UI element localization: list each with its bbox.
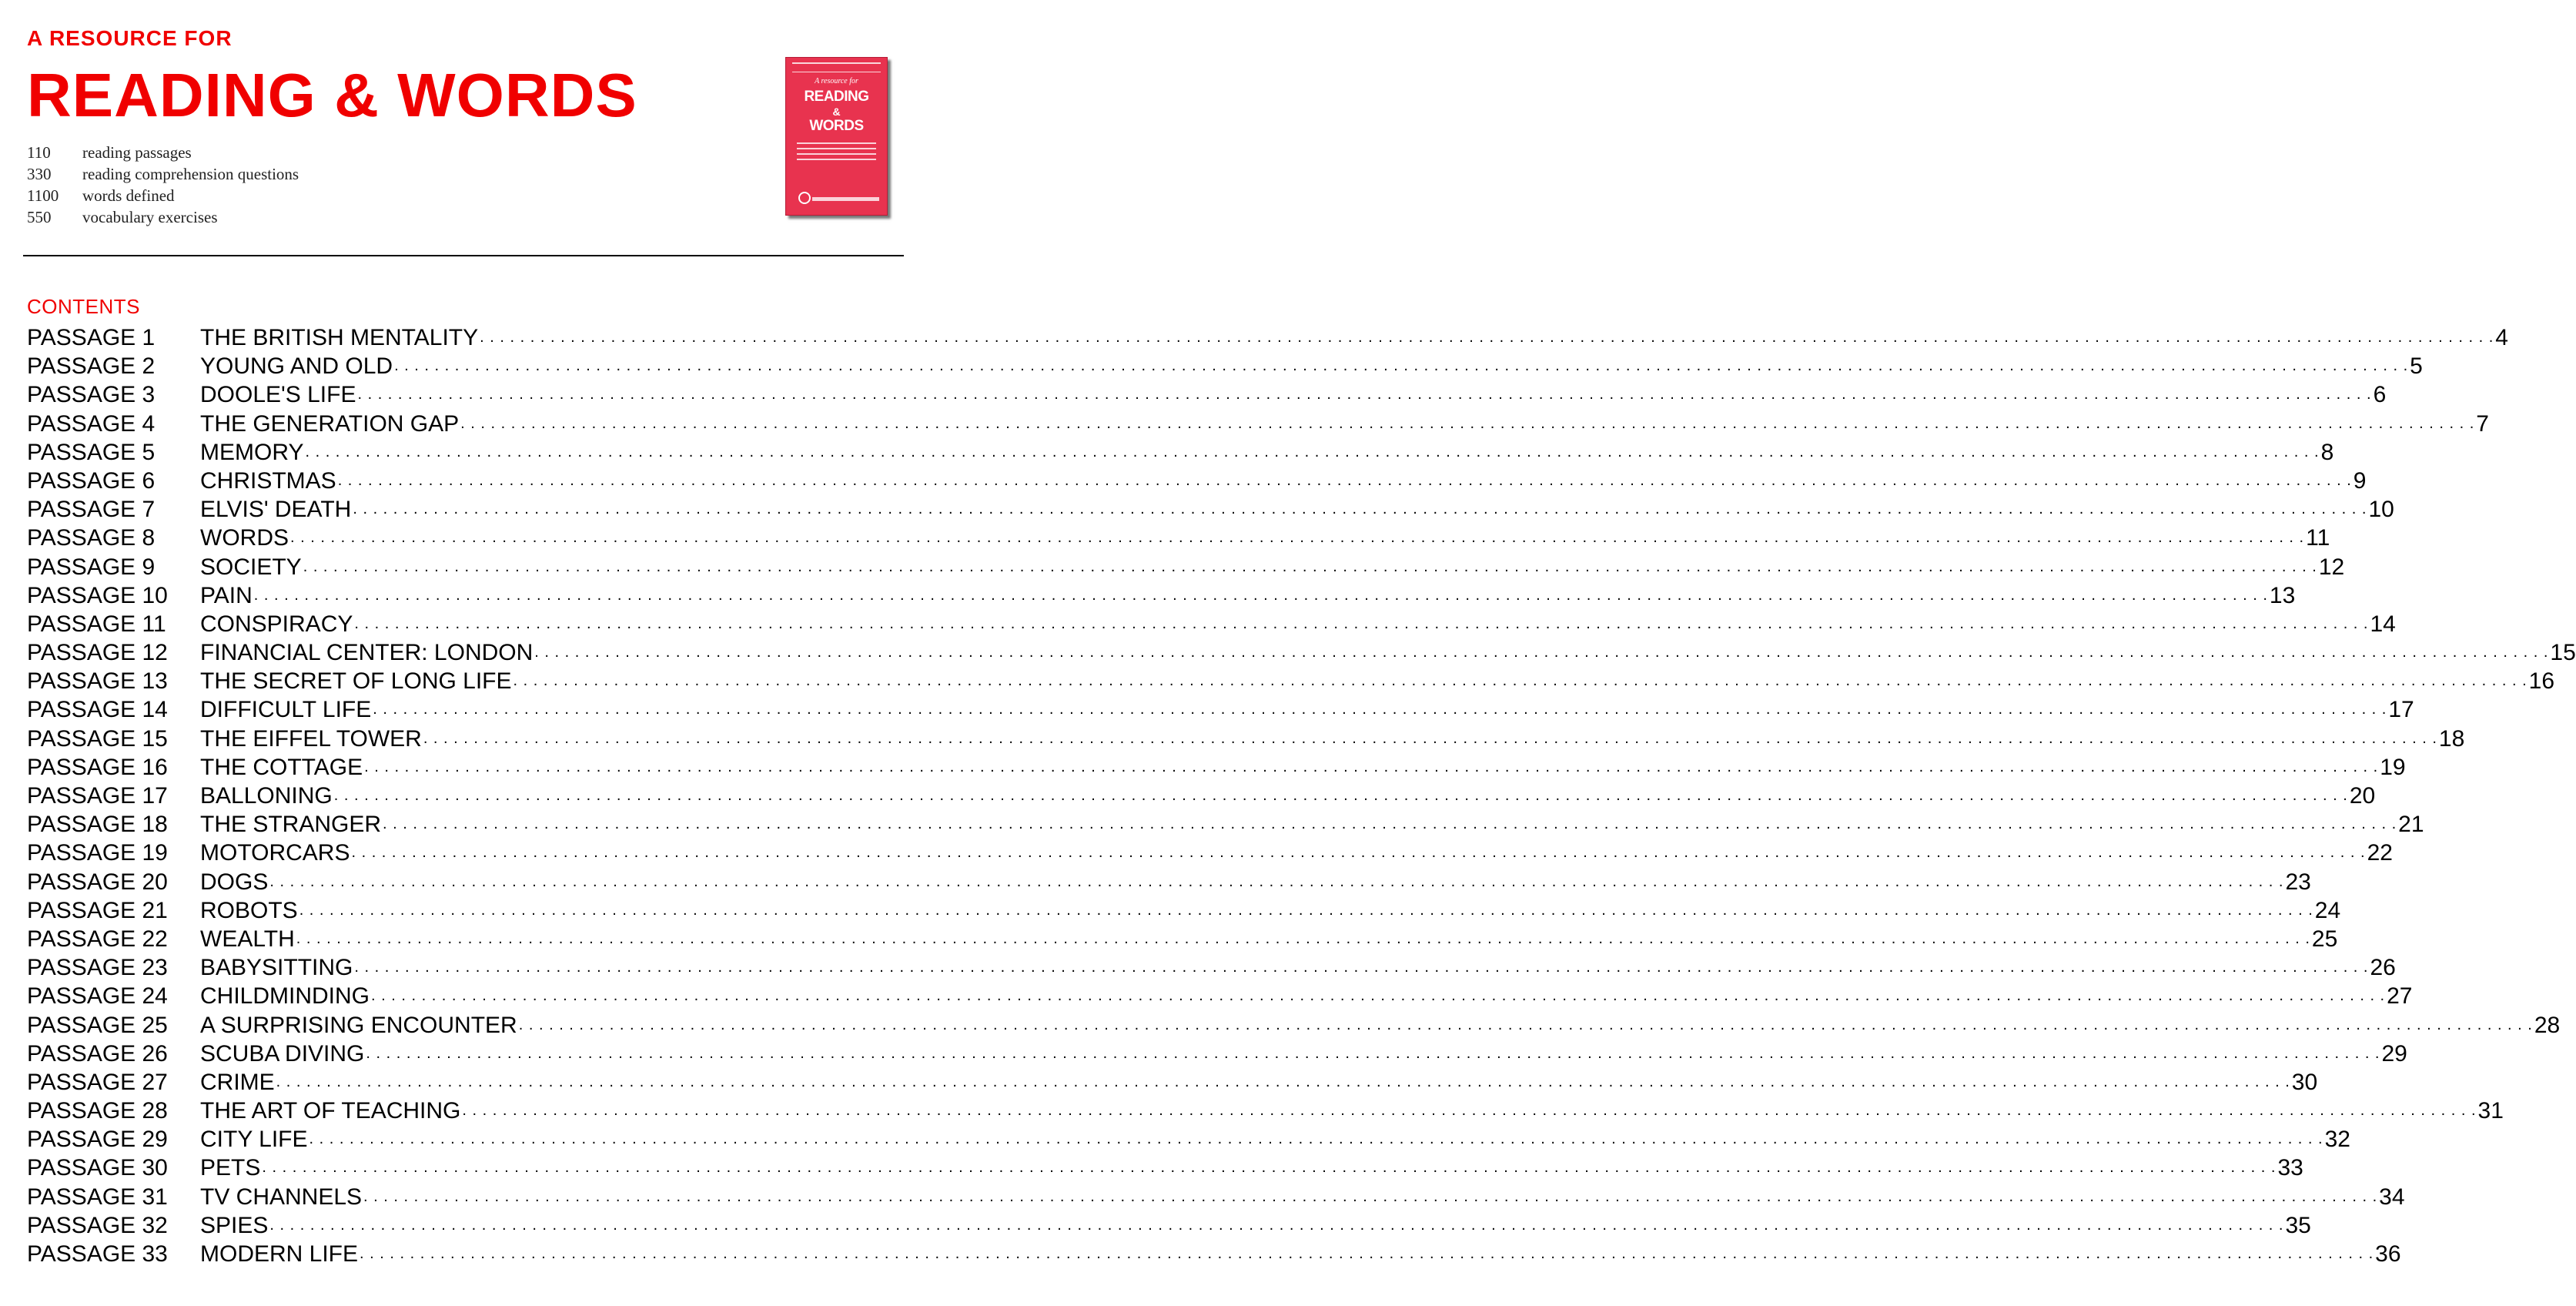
cover-title-amp: & <box>832 105 841 118</box>
toc-passage-title: CHRISTMAS <box>200 467 336 494</box>
cover-text-lines <box>797 142 876 160</box>
stat-label: vocabulary exercises <box>82 208 218 226</box>
toc-dot-leader: . . . . . . . . . . . . . . . . . . . . . . . . . . . . . . . . . . . . . . . . . . . . . . . . . . . . . . . . . . . . . . . . . . . . . . . . . . . . . . . . . . . . . . . . . . . . . . . . . . . . . . . . . . . . . . . . . . . . . . . . . . . . . . . . . . . . . . . . . . . . . . . . . . . . . . . . . . . . . . . . . . . . . . . . . . . . . . . . . . . . . . . . . . . . . . . . . . . . . . . . <box>305 443 2320 460</box>
toc-row[interactable] <box>27 925 2338 953</box>
stat-row <box>27 185 299 206</box>
toc-page-number: 35 <box>2285 1212 2311 1238</box>
toc-dot-leader: . . . . . . . . . . . . . . . . . . . . . . . . . . . . . . . . . . . . . . . . . . . . . . . . . . . . . . . . . . . . . . . . . . . . . . . . . . . . . . . . . . . . . . . . . . . . . . . . . . . . . . . . . . . . . . . . . . . . . . . . . . . . . . . . . . . . . . . . . . . . . . . . . . . . . . . . . . . . . . . . . . . . . . . . . . . . . . . . . . . . . . . . . . . . . . . . . . . . . . . . <box>296 929 2310 947</box>
toc-passage-title: BALLONING <box>200 783 333 809</box>
toc-passage-label: PASSAGE 20 <box>27 869 168 895</box>
toc-passage-title: MOTORCARS <box>200 840 350 866</box>
stat-label: reading passages <box>82 143 192 162</box>
stat-number: 110 <box>27 143 51 162</box>
toc-passage-title: DOOLE'S LIFE <box>200 382 356 408</box>
toc-passage-title: A SURPRISING ENCOUNTER <box>200 1012 517 1038</box>
toc-page-number: 17 <box>2388 697 2414 723</box>
toc-passage-label: PASSAGE 2 <box>27 353 156 380</box>
toc-dot-leader: . . . . . . . . . . . . . . . . . . . . . . . . . . . . . . . . . . . . . . . . . . . . . . . . . . . . . . . . . . . . . . . . . . . . . . . . . . . . . . . . . . . . . . . . . . . . . . . . . . . . . . . . . . . . . . . . . . . . . . . . . . . . . . . . . . . . . . . . . . . . . . . . . . . . . . . . . . . . . . . . . . . . . . . . . . . . . . . . . . . . . . . . . . . . . . . . . . . . . . . . <box>354 614 2369 632</box>
toc-passage-label: PASSAGE 29 <box>27 1127 168 1153</box>
kicker-text: A RESOURCE FOR <box>27 26 233 50</box>
toc-row[interactable] <box>27 782 2376 810</box>
toc-dot-leader: . . . . . . . . . . . . . . . . . . . . . . . . . . . . . . . . . . . . . . . . . . . . . . . . . . . . . . . . . . . . . . . . . . . . . . . . . . . . . . . . . . . . . . . . . . . . . . . . . . . . . . . . . . . . . . . . . . . . . . . . . . . . . . . . . . . . . . . . . . . . . . . . . . . . . . . . . . . . . . . . . . . . . . . . . . . . . . . . . . . . . . . . . . . . . . . . . . . . . . . . <box>363 1187 2378 1205</box>
book-cover-image <box>785 57 888 216</box>
stat-label: reading comprehension questions <box>82 165 299 183</box>
toc-passage-title: DOGS <box>200 869 269 895</box>
toc-passage-title: WORDS <box>200 525 289 551</box>
cover-title-line1: READING <box>804 89 869 105</box>
toc-passage-label: PASSAGE 6 <box>27 467 156 494</box>
toc-dot-leader: . . . . . . . . . . . . . . . . . . . . . . . . . . . . . . . . . . . . . . . . . . . . . . . . . . . . . . . . . . . . . . . . . . . . . . . . . . . . . . . . . . . . . . . . . . . . . . . . . . . . . . . . . . . . . . . . . . . . . . . . . . . . . . . . . . . . . . . . . . . . . . . . . . . . . . . . . . . . . . . . . . . . . . . . . . . . . . . . . . . . . . . . . . . . . . . . . . . . . . . . <box>262 1159 2277 1177</box>
toc-row[interactable] <box>27 839 2393 867</box>
toc-passage-title: PETS <box>200 1155 261 1181</box>
toc-dot-leader: . . . . . . . . . . . . . . . . . . . . . . . . . . . . . . . . . . . . . . . . . . . . . . . . . . . . . . . . . . . . . . . . . . . . . . . . . . . . . . . . . . . . . . . . . . . . . . . . . . . . . . . . . . . . . . . . . . . . . . . . . . . . . . . . . . . . . . . . . . . . . . . . . . . . . . . . . . . . . . . . . . . . . . . . . . . . . . . . . . . . . . . . . . . . . . . . . . . . . . . . <box>480 329 2494 346</box>
toc-passage-title: WEALTH <box>200 926 295 952</box>
toc-passage-label: PASSAGE 26 <box>27 1040 168 1067</box>
cover-subtitle: A resource for <box>815 77 858 85</box>
toc-dot-leader: . . . . . . . . . . . . . . . . . . . . . . . . . . . . . . . . . . . . . . . . . . . . . . . . . . . . . . . . . . . . . . . . . . . . . . . . . . . . . . . . . . . . . . . . . . . . . . . . . . . . . . . . . . . . . . . . . . . . . . . . . . . . . . . . . . . . . . . . . . . . . . . . . . . . . . . . . . . . . . . . . . . . . . . . . . . . . . . . . . . . . . . . . . . . . . . . . . . . . . . . <box>309 1130 2323 1148</box>
toc-passage-label: PASSAGE 25 <box>27 1012 168 1038</box>
toc-passage-label: PASSAGE 23 <box>27 955 168 981</box>
contents-heading: CONTENTS <box>27 295 140 318</box>
toc-dot-leader: . . . . . . . . . . . . . . . . . . . . . . . . . . . . . . . . . . . . . . . . . . . . . . . . . . . . . . . . . . . . . . . . . . . . . . . . . . . . . . . . . . . . . . . . . . . . . . . . . . . . . . . . . . . . . . . . . . . . . . . . . . . . . . . . . . . . . . . . . . . . . . . . . . . . . . . . . . . . . . . . . . . . . . . . . . . . . . . . . . . . . . . . . . . . . . . . . . . . . . . . <box>299 901 2313 919</box>
toc-passage-label: PASSAGE 19 <box>27 840 168 866</box>
toc-page-number: 20 <box>2349 783 2376 809</box>
toc-row[interactable] <box>27 868 2311 896</box>
toc-page-number: 36 <box>2375 1241 2401 1267</box>
toc-passage-label: PASSAGE 12 <box>27 640 168 666</box>
toc-page-number: 28 <box>2534 1012 2561 1038</box>
toc-passage-label: PASSAGE 17 <box>27 783 168 809</box>
toc-page-number: 7 <box>2476 410 2489 437</box>
toc-passage-title: THE EIFFEL TOWER <box>200 725 422 752</box>
toc-passage-title: MEMORY <box>200 439 304 465</box>
stat-number: 550 <box>27 208 52 226</box>
toc-passage-title: THE SECRET OF LONG LIFE <box>200 668 512 695</box>
toc-page-number: 32 <box>2324 1127 2350 1153</box>
toc-passage-title: SOCIETY <box>200 554 302 580</box>
toc-passage-title: SPIES <box>200 1212 269 1238</box>
toc-passage-title: BABYSITTING <box>200 955 353 981</box>
toc-dot-leader: . . . . . . . . . . . . . . . . . . . . . . . . . . . . . . . . . . . . . . . . . . . . . . . . . . . . . . . . . . . . . . . . . . . . . . . . . . . . . . . . . . . . . . . . . . . . . . . . . . . . . . . . . . . . . . . . . . . . . . . . . . . . . . . . . . . . . . . . . . . . . . . . . . . . . . . . . . . . . . . . . . . . . . . . . . . . . . . . . . . . . . . . . . . . . . . . . . . . . . . . <box>269 1216 2284 1234</box>
page-title: READING & WORDS <box>27 61 637 129</box>
toc-row[interactable] <box>27 982 2413 1010</box>
toc-dot-leader: . . . . . . . . . . . . . . . . . . . . . . . . . . . . . . . . . . . . . . . . . . . . . . . . . . . . . . . . . . . . . . . . . . . . . . . . . . . . . . . . . . . . . . . . . . . . . . . . . . . . . . . . . . . . . . . . . . . . . . . . . . . . . . . . . . . . . . . . . . . . . . . . . . . . . . . . . . . . . . . . . . . . . . . . . . . . . . . . . . . . . . . . . . . . . . . . . . . . . . . . <box>373 701 2387 718</box>
toc-page-number: 27 <box>2387 983 2413 1010</box>
toc-passage-label: PASSAGE 27 <box>27 1069 168 1095</box>
toc-passage-title: CHILDMINDING <box>200 983 370 1010</box>
cover-footer-bar <box>812 197 879 201</box>
toc-row[interactable] <box>27 810 2424 839</box>
toc-page-number: 5 <box>2410 353 2423 380</box>
toc-row[interactable] <box>27 495 2394 524</box>
toc-passage-label: PASSAGE 11 <box>27 611 166 637</box>
toc-dot-leader: . . . . . . . . . . . . . . . . . . . . . . . . . . . . . . . . . . . . . . . . . . . . . . . . . . . . . . . . . . . . . . . . . . . . . . . . . . . . . . . . . . . . . . . . . . . . . . . . . . . . . . . . . . . . . . . . . . . . . . . . . . . . . . . . . . . . . . . . . . . . . . . . . . . . . . . . . . . . . . . . . . . . . . . . . . . . . . . . . . . . . . . . . . . . . . . . . . . . . . . . <box>371 987 2386 1005</box>
toc-passage-title: PAIN <box>200 582 253 608</box>
toc-row[interactable] <box>27 1068 2318 1097</box>
toc-page-number: 24 <box>2314 897 2341 923</box>
toc-passage-title: THE BRITISH MENTALITY <box>200 325 479 350</box>
toc-page-number: 26 <box>2370 955 2396 981</box>
toc-page-number: 33 <box>2277 1155 2303 1181</box>
toc-passage-label: PASSAGE 16 <box>27 754 168 780</box>
toc-row[interactable] <box>27 1125 2350 1154</box>
toc-passage-title: DIFFICULT LIFE <box>200 697 372 723</box>
toc-passage-label: PASSAGE 32 <box>27 1212 168 1238</box>
toc-passage-title: TV CHANNELS <box>200 1184 363 1210</box>
toc-page-number: 21 <box>2398 812 2424 838</box>
toc-row[interactable] <box>27 1183 2405 1211</box>
toc-passage-title: THE COTTAGE <box>200 754 363 780</box>
toc-row[interactable] <box>27 1040 2407 1068</box>
toc-passage-label: PASSAGE 14 <box>27 697 168 723</box>
divider <box>23 255 904 256</box>
toc-dot-leader: . . . . . . . . . . . . . . . . . . . . . . . . . . . . . . . . . . . . . . . . . . . . . . . . . . . . . . . . . . . . . . . . . . . . . . . . . . . . . . . . . . . . . . . . . . . . . . . . . . . . . . . . . . . . . . . . . . . . . . . . . . . . . . . . . . . . . . . . . . . . . . . . . . . . . . . . . . . . . . . . . . . . . . . . . . . . . . . . . . . . . . . . . . . . . . . . . . . . . . . . <box>460 414 2475 432</box>
toc-dot-leader: . . . . . . . . . . . . . . . . . . . . . . . . . . . . . . . . . . . . . . . . . . . . . . . . . . . . . . . . . . . . . . . . . . . . . . . . . . . . . . . . . . . . . . . . . . . . . . . . . . . . . . . . . . . . . . . . . . . . . . . . . . . . . . . . . . . . . . . . . . . . . . . . . . . . . . . . . . . . . . . . . . . . . . . . . . . . . . . . . . . . . . . . . . . . . . . . . . . . . . . . <box>337 471 2352 489</box>
toc-page-number: 15 <box>2550 640 2576 666</box>
toc-passage-label: PASSAGE 31 <box>27 1184 168 1210</box>
cover-header-lines <box>792 62 881 72</box>
toc-dot-leader: . . . . . . . . . . . . . . . . . . . . . . . . . . . . . . . . . . . . . . . . . . . . . . . . . . . . . . . . . . . . . . . . . . . . . . . . . . . . . . . . . . . . . . . . . . . . . . . . . . . . . . . . . . . . . . . . . . . . . . . . . . . . . . . . . . . . . . . . . . . . . . . . . . . . . . . . . . . . . . . . . . . . . . . . . . . . . . . . . . . . . . . . . . . . . . . . . . . . . . . . <box>366 1044 2380 1062</box>
toc-dot-leader: . . . . . . . . . . . . . . . . . . . . . . . . . . . . . . . . . . . . . . . . . . . . . . . . . . . . . . . . . . . . . . . . . . . . . . . . . . . . . . . . . . . . . . . . . . . . . . . . . . . . . . . . . . . . . . . . . . . . . . . . . . . . . . . . . . . . . . . . . . . . . . . . . . . . . . . . . . . . . . . . . . . . . . . . . . . . . . . . . . . . . . . . . . . . . . . . . . . . . . . . <box>269 872 2284 890</box>
toc-passage-label: PASSAGE 30 <box>27 1155 168 1181</box>
toc-dot-leader: . . . . . . . . . . . . . . . . . . . . . . . . . . . . . . . . . . . . . . . . . . . . . . . . . . . . . . . . . . . . . . . . . . . . . . . . . . . . . . . . . . . . . . . . . . . . . . . . . . . . . . . . . . . . . . . . . . . . . . . . . . . . . . . . . . . . . . . . . . . . . . . . . . . . . . . . . . . . . . . . . . . . . . . . . . . . . . . . . . . . . . . . . . . . . . . . . . . . . . . . <box>353 501 2367 518</box>
toc-page-number: 10 <box>2368 497 2394 523</box>
toc-passage-title: MODERN LIFE <box>200 1241 359 1267</box>
toc-dot-leader: . . . . . . . . . . . . . . . . . . . . . . . . . . . . . . . . . . . . . . . . . . . . . . . . . . . . . . . . . . . . . . . . . . . . . . . . . . . . . . . . . . . . . . . . . . . . . . . . . . . . . . . . . . . . . . . . . . . . . . . . . . . . . . . . . . . . . . . . . . . . . . . . . . . . . . . . . . . . . . . . . . . . . . . . . . . . . . . . . . . . . . . . . . . . . . . . . . . . . . . . <box>333 787 2348 804</box>
toc-passage-title: ELVIS' DEATH <box>200 497 352 523</box>
toc-passage-title: CITY LIFE <box>200 1127 308 1153</box>
toc-passage-title: CONSPIRACY <box>200 611 353 637</box>
toc-page-number: 23 <box>2285 869 2311 895</box>
toc-page-number: 31 <box>2477 1098 2504 1124</box>
toc-passage-label: PASSAGE 13 <box>27 668 168 695</box>
toc-dot-leader: . . . . . . . . . . . . . . . . . . . . . . . . . . . . . . . . . . . . . . . . . . . . . . . . . . . . . . . . . . . . . . . . . . . . . . . . . . . . . . . . . . . . . . . . . . . . . . . . . . . . . . . . . . . . . . . . . . . . . . . . . . . . . . . . . . . . . . . . . . . . . . . . . . . . . . . . . . . . . . . . . . . . . . . . . . . . . . . . . . . . . . . . . . . . . . . . . . . . . . . . <box>357 386 2372 404</box>
toc-passage-label: PASSAGE 9 <box>27 554 156 580</box>
toc-passage-label: PASSAGE 15 <box>27 725 168 752</box>
toc-passage-label: PASSAGE 28 <box>27 1098 168 1124</box>
cover-title-line2: WORDS <box>809 118 864 134</box>
stats-list <box>27 142 299 228</box>
toc-page-number: 8 <box>2320 439 2334 465</box>
toc-row[interactable] <box>27 524 2330 552</box>
toc-page-number: 9 <box>2353 467 2367 494</box>
toc-passage-title: THE ART OF TEACHING <box>200 1098 461 1124</box>
toc-dot-leader: . . . . . . . . . . . . . . . . . . . . . . . . . . . . . . . . . . . . . . . . . . . . . . . . . . . . . . . . . . . . . . . . . . . . . . . . . . . . . . . . . . . . . . . . . . . . . . . . . . . . . . . . . . . . . . . . . . . . . . . . . . . . . . . . . . . . . . . . . . . . . . . . . . . . . . . . . . . . . . . . . . . . . . . . . . . . . . . . . . . . . . . . . . . . . . . . . . . . . . . . <box>394 357 2409 375</box>
toc-page-number: 11 <box>2306 525 2330 551</box>
stat-row <box>27 163 299 185</box>
toc-dot-leader: . . . . . . . . . . . . . . . . . . . . . . . . . . . . . . . . . . . . . . . . . . . . . . . . . . . . . . . . . . . . . . . . . . . . . . . . . . . . . . . . . . . . . . . . . . . . . . . . . . . . . . . . . . . . . . . . . . . . . . . . . . . . . . . . . . . . . . . . . . . . . . . . . . . . . . . . . . . . . . . . . . . . . . . . . . . . . . . . . . . . . . . . . . . . . . . . . . . . . . . . <box>303 558 2317 575</box>
toc-dot-leader: . . . . . . . . . . . . . . . . . . . . . . . . . . . . . . . . . . . . . . . . . . . . . . . . . . . . . . . . . . . . . . . . . . . . . . . . . . . . . . . . . . . . . . . . . . . . . . . . . . . . . . . . . . . . . . . . . . . . . . . . . . . . . . . . . . . . . . . . . . . . . . . . . . . . . . . . . . . . . . . . . . . . . . . . . . . . . . . . . . . . . . . . . . . . . . . . . . . . . . . . <box>518 1016 2533 1033</box>
toc-passage-label: PASSAGE 3 <box>27 382 156 408</box>
toc-row[interactable] <box>27 1097 2504 1125</box>
toc-row[interactable] <box>27 725 2465 753</box>
toc-row[interactable] <box>27 1240 2401 1268</box>
toc-dot-leader: . . . . . . . . . . . . . . . . . . . . . . . . . . . . . . . . . . . . . . . . . . . . . . . . . . . . . . . . . . . . . . . . . . . . . . . . . . . . . . . . . . . . . . . . . . . . . . . . . . . . . . . . . . . . . . . . . . . . . . . . . . . . . . . . . . . . . . . . . . . . . . . . . . . . . . . . . . . . . . . . . . . . . . . . . . . . . . . . . . . . . . . . . . . . . . . . . . . . . . . . <box>364 758 2379 775</box>
toc-row[interactable] <box>27 667 2555 695</box>
toc-dot-leader: . . . . . . . . . . . . . . . . . . . . . . . . . . . . . . . . . . . . . . . . . . . . . . . . . . . . . . . . . . . . . . . . . . . . . . . . . . . . . . . . . . . . . . . . . . . . . . . . . . . . . . . . . . . . . . . . . . . . . . . . . . . . . . . . . . . . . . . . . . . . . . . . . . . . . . . . . . . . . . . . . . . . . . . . . . . . . . . . . . . . . . . . . . . . . . . . . . . . . . . . <box>360 1245 2374 1262</box>
toc-dot-leader: . . . . . . . . . . . . . . . . . . . . . . . . . . . . . . . . . . . . . . . . . . . . . . . . . . . . . . . . . . . . . . . . . . . . . . . . . . . . . . . . . . . . . . . . . . . . . . . . . . . . . . . . . . . . . . . . . . . . . . . . . . . . . . . . . . . . . . . . . . . . . . . . . . . . . . . . . . . . . . . . . . . . . . . . . . . . . . . . . . . . . . . . . . . . . . . . . . . . . . . . <box>383 815 2397 833</box>
table-of-contents <box>27 323 2576 1268</box>
toc-page-number: 29 <box>2381 1040 2407 1067</box>
toc-dot-leader: . . . . . . . . . . . . . . . . . . . . . . . . . . . . . . . . . . . . . . . . . . . . . . . . . . . . . . . . . . . . . . . . . . . . . . . . . . . . . . . . . . . . . . . . . . . . . . . . . . . . . . . . . . . . . . . . . . . . . . . . . . . . . . . . . . . . . . . . . . . . . . . . . . . . . . . . . . . . . . . . . . . . . . . . . . . . . . . . . . . . . . . . . . . . . . . . . . . . . . . . <box>534 644 2549 661</box>
toc-passage-label: PASSAGE 7 <box>27 497 156 523</box>
toc-row[interactable] <box>27 896 2341 925</box>
toc-row[interactable] <box>27 352 2423 380</box>
toc-passage-title: FINANCIAL CENTER: LONDON <box>200 640 534 666</box>
toc-page-number: 30 <box>2291 1069 2318 1095</box>
toc-row[interactable] <box>27 1011 2561 1040</box>
toc-row[interactable] <box>27 610 2396 638</box>
toc-page-number: 6 <box>2373 382 2387 408</box>
toc-passage-label: PASSAGE 10 <box>27 582 168 608</box>
toc-passage-label: PASSAGE 33 <box>27 1241 168 1267</box>
toc-dot-leader: . . . . . . . . . . . . . . . . . . . . . . . . . . . . . . . . . . . . . . . . . . . . . . . . . . . . . . . . . . . . . . . . . . . . . . . . . . . . . . . . . . . . . . . . . . . . . . . . . . . . . . . . . . . . . . . . . . . . . . . . . . . . . . . . . . . . . . . . . . . . . . . . . . . . . . . . . . . . . . . . . . . . . . . . . . . . . . . . . . . . . . . . . . . . . . . . . . . . . . . . <box>276 1073 2290 1090</box>
toc-row[interactable] <box>27 638 2576 667</box>
toc-passage-title: THE STRANGER <box>200 812 382 838</box>
toc-dot-leader: . . . . . . . . . . . . . . . . . . . . . . . . . . . . . . . . . . . . . . . . . . . . . . . . . . . . . . . . . . . . . . . . . . . . . . . . . . . . . . . . . . . . . . . . . . . . . . . . . . . . . . . . . . . . . . . . . . . . . . . . . . . . . . . . . . . . . . . . . . . . . . . . . . . . . . . . . . . . . . . . . . . . . . . . . . . . . . . . . . . . . . . . . . . . . . . . . . . . . . . . <box>253 586 2268 604</box>
toc-row[interactable] <box>27 953 2396 982</box>
toc-row[interactable] <box>27 1154 2303 1182</box>
toc-page-number: 13 <box>2269 582 2296 608</box>
toc-passage-title: SCUBA DIVING <box>200 1040 365 1067</box>
toc-passage-label: PASSAGE 24 <box>27 983 168 1010</box>
stat-number: 330 <box>27 165 52 183</box>
toc-page-number: 22 <box>2367 840 2393 866</box>
toc-passage-label: PASSAGE 5 <box>27 439 156 465</box>
toc-row[interactable] <box>27 1211 2311 1240</box>
toc-row[interactable] <box>27 380 2387 409</box>
stat-row <box>27 206 299 228</box>
toc-passage-label: PASSAGE 18 <box>27 812 168 838</box>
toc-page-number: 34 <box>2379 1184 2405 1210</box>
toc-dot-leader: . . . . . . . . . . . . . . . . . . . . . . . . . . . . . . . . . . . . . . . . . . . . . . . . . . . . . . . . . . . . . . . . . . . . . . . . . . . . . . . . . . . . . . . . . . . . . . . . . . . . . . . . . . . . . . . . . . . . . . . . . . . . . . . . . . . . . . . . . . . . . . . . . . . . . . . . . . . . . . . . . . . . . . . . . . . . . . . . . . . . . . . . . . . . . . . . . . . . . . . . <box>351 844 2366 862</box>
toc-passage-label: PASSAGE 21 <box>27 897 168 923</box>
toc-row[interactable] <box>27 753 2406 782</box>
stat-number: 1100 <box>27 186 59 205</box>
stat-label: words defined <box>82 186 175 205</box>
toc-passage-title: THE GENERATION GAP <box>200 410 460 437</box>
toc-passage-title: CRIME <box>200 1069 275 1095</box>
toc-dot-leader: . . . . . . . . . . . . . . . . . . . . . . . . . . . . . . . . . . . . . . . . . . . . . . . . . . . . . . . . . . . . . . . . . . . . . . . . . . . . . . . . . . . . . . . . . . . . . . . . . . . . . . . . . . . . . . . . . . . . . . . . . . . . . . . . . . . . . . . . . . . . . . . . . . . . . . . . . . . . . . . . . . . . . . . . . . . . . . . . . . . . . . . . . . . . . . . . . . . . . . . . <box>423 729 2437 747</box>
toc-dot-leader: . . . . . . . . . . . . . . . . . . . . . . . . . . . . . . . . . . . . . . . . . . . . . . . . . . . . . . . . . . . . . . . . . . . . . . . . . . . . . . . . . . . . . . . . . . . . . . . . . . . . . . . . . . . . . . . . . . . . . . . . . . . . . . . . . . . . . . . . . . . . . . . . . . . . . . . . . . . . . . . . . . . . . . . . . . . . . . . . . . . . . . . . . . . . . . . . . . . . . . . . <box>462 1102 2477 1120</box>
toc-row[interactable] <box>27 467 2367 495</box>
toc-passage-title: YOUNG AND OLD <box>200 353 393 380</box>
toc-page-number: 14 <box>2370 611 2396 637</box>
toc-page-number: 4 <box>2495 325 2508 350</box>
toc-row[interactable] <box>27 438 2334 467</box>
toc-row[interactable] <box>27 553 2345 581</box>
toc-page-number: 12 <box>2318 554 2345 580</box>
toc-page-number: 19 <box>2380 754 2406 780</box>
toc-row[interactable] <box>27 581 2296 610</box>
toc-row[interactable] <box>27 410 2489 438</box>
toc-passage-label: PASSAGE 1 <box>27 325 156 350</box>
stat-row <box>27 142 299 163</box>
toc-dot-leader: . . . . . . . . . . . . . . . . . . . . . . . . . . . . . . . . . . . . . . . . . . . . . . . . . . . . . . . . . . . . . . . . . . . . . . . . . . . . . . . . . . . . . . . . . . . . . . . . . . . . . . . . . . . . . . . . . . . . . . . . . . . . . . . . . . . . . . . . . . . . . . . . . . . . . . . . . . . . . . . . . . . . . . . . . . . . . . . . . . . . . . . . . . . . . . . . . . . . . . . . <box>354 959 2369 976</box>
toc-passage-title: ROBOTS <box>200 897 298 923</box>
publisher-logo-icon <box>798 192 811 204</box>
toc-page-number: 25 <box>2311 926 2338 952</box>
toc-row[interactable] <box>27 323 2508 352</box>
toc-dot-leader: . . . . . . . . . . . . . . . . . . . . . . . . . . . . . . . . . . . . . . . . . . . . . . . . . . . . . . . . . . . . . . . . . . . . . . . . . . . . . . . . . . . . . . . . . . . . . . . . . . . . . . . . . . . . . . . . . . . . . . . . . . . . . . . . . . . . . . . . . . . . . . . . . . . . . . . . . . . . . . . . . . . . . . . . . . . . . . . . . . . . . . . . . . . . . . . . . . . . . . . . <box>513 672 2527 690</box>
toc-page-number: 18 <box>2438 725 2465 752</box>
toc-passage-label: PASSAGE 4 <box>27 410 156 437</box>
toc-row[interactable] <box>27 695 2414 724</box>
toc-passage-label: PASSAGE 8 <box>27 525 156 551</box>
toc-page-number: 16 <box>2528 668 2555 695</box>
toc-passage-label: PASSAGE 22 <box>27 926 168 952</box>
toc-dot-leader: . . . . . . . . . . . . . . . . . . . . . . . . . . . . . . . . . . . . . . . . . . . . . . . . . . . . . . . . . . . . . . . . . . . . . . . . . . . . . . . . . . . . . . . . . . . . . . . . . . . . . . . . . . . . . . . . . . . . . . . . . . . . . . . . . . . . . . . . . . . . . . . . . . . . . . . . . . . . . . . . . . . . . . . . . . . . . . . . . . . . . . . . . . . . . . . . . . . . . . . . <box>290 529 2305 547</box>
